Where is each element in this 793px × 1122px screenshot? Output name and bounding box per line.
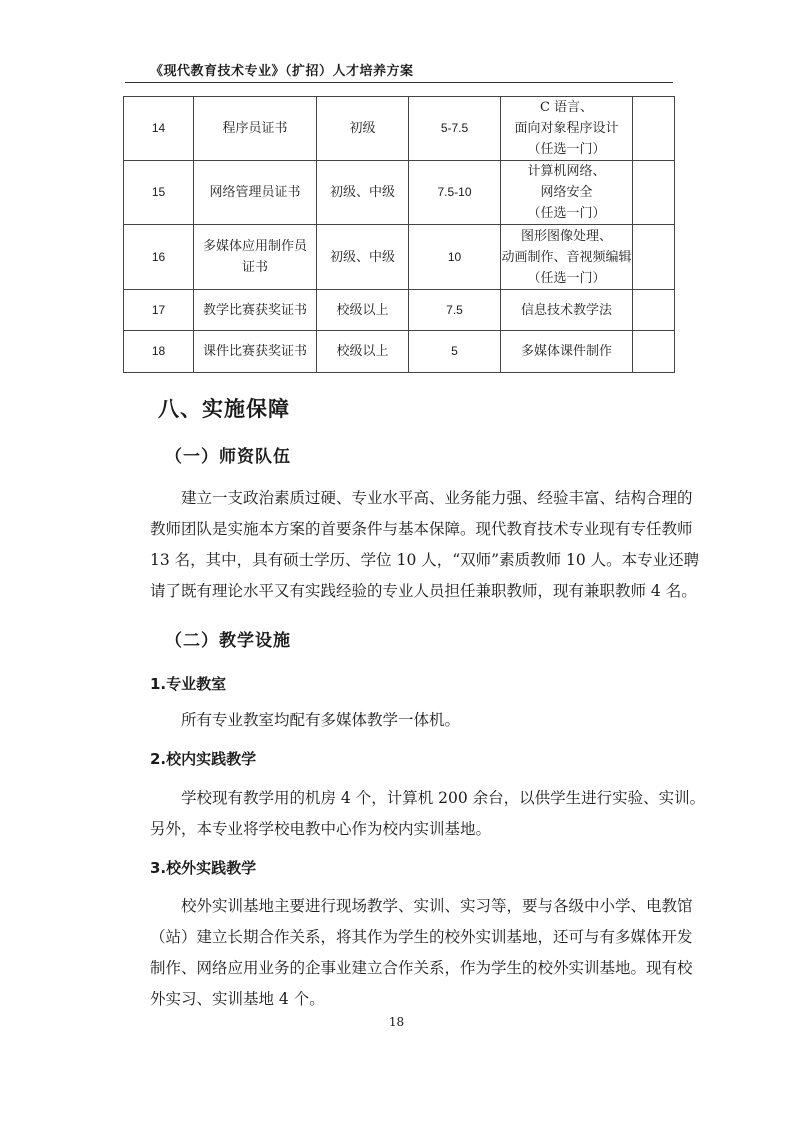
faculty-paragraph	[150, 483, 700, 607]
certificate-name-line: 教学比赛获奖证书	[202, 302, 307, 318]
table-row	[124, 97, 675, 161]
course-line: C 语言、	[539, 100, 594, 115]
replaced-course	[501, 290, 633, 331]
paragraph-line: 学校现有教学用的机房 4 个，计算机 200 余台，以供学生进行实验、实训。	[150, 789, 706, 807]
remark-cell	[633, 225, 675, 290]
remark-cell	[633, 161, 675, 225]
course-line: （任选一门）	[527, 270, 606, 286]
table-row	[124, 161, 675, 225]
row-number: 15	[124, 161, 194, 225]
paragraph-line: 制作、网络应用业务的企事业建立合作关系，作为学生的校外实训基地。现有校	[150, 959, 693, 977]
certificate-level: 初级、中级	[317, 225, 409, 290]
certificate-level: 初级	[317, 97, 409, 161]
certificate-name-line: 多媒体应用制作员	[202, 239, 307, 254]
table-row	[124, 290, 675, 331]
credit-value: 7.5-10	[409, 161, 501, 225]
page-number: 18	[388, 1015, 405, 1029]
remark-cell	[633, 97, 675, 161]
certificate-name	[194, 290, 317, 331]
certificate-name	[194, 97, 317, 161]
table-row	[124, 331, 675, 373]
course-line: 面向对象程序设计	[514, 121, 619, 136]
section-heading: 八、实施保障	[158, 397, 290, 421]
course-line: 信息技术教学法	[520, 302, 612, 318]
item-heading: 2.校内实践教学	[150, 750, 257, 768]
certificate-table-body	[124, 97, 675, 373]
paragraph-line: 13 名，其中，具有硕士学历、学位 10 人，“双师”素质教师 10 人。本专业还聘	[150, 551, 700, 569]
certificate-name-line: 证书	[241, 260, 268, 275]
row-number: 17	[124, 290, 194, 331]
course-line: 多媒体课件制作	[520, 344, 612, 359]
replaced-course	[501, 331, 633, 373]
paragraph-line: 所有专业教室均配有多媒体教学一体机。	[150, 711, 461, 729]
paragraph-line: 请了既有理论水平又有实践经验的专业人员担任兼职教师，现有兼职教师 4 名。	[150, 582, 697, 600]
replaced-course	[501, 161, 633, 225]
subsection-heading: （二）教学设施	[165, 631, 291, 651]
credit-value: 5-7.5	[409, 97, 501, 161]
certificate-table	[123, 96, 675, 373]
certificate-name	[194, 161, 317, 225]
replaced-course	[501, 225, 633, 290]
subsection-heading: （一）师资队伍	[165, 447, 291, 467]
on-campus-paragraph	[150, 783, 706, 845]
course-line: （任选一门）	[527, 206, 606, 221]
paragraph-line: 建立一支政治素质过硬、专业水平高、业务能力强、经验丰富、结构合理的	[150, 489, 693, 507]
table-row	[124, 225, 675, 290]
remark-cell	[633, 331, 675, 373]
course-line: 网络安全	[540, 185, 593, 200]
course-line: （任选一门）	[527, 142, 606, 157]
certificate-name	[194, 225, 317, 290]
paragraph-line: 校外实训基地主要进行现场教学、实训、实习等，要与各级中小学、电教馆	[150, 897, 693, 915]
off-campus-paragraph	[150, 891, 693, 1015]
course-line: 计算机网络、	[527, 164, 606, 179]
certificate-level: 校级以上	[317, 290, 409, 331]
credit-value: 10	[409, 225, 501, 290]
course-line: 图形图像处理、	[520, 228, 612, 244]
paragraph-line: 教师团队是实施本方案的首要条件与基本保障。现代教育技术专业现有专任教师	[150, 520, 693, 538]
item-heading: 3.校外实践教学	[150, 859, 257, 877]
certificate-name-line: 程序员证书	[222, 121, 288, 136]
remark-cell	[633, 290, 675, 331]
row-number: 16	[124, 225, 194, 290]
certificate-name	[194, 331, 317, 373]
certificate-level: 初级、中级	[317, 161, 409, 225]
paragraph-line: 另外，本专业将学校电教中心作为校内实训基地。	[150, 820, 492, 838]
credit-value: 5	[409, 331, 501, 373]
row-number: 18	[124, 331, 194, 373]
certificate-name-line: 课件比赛获奖证书	[202, 344, 307, 359]
paragraph-line: 外实习、实训基地 4 个。	[150, 990, 325, 1008]
row-number: 14	[124, 97, 194, 161]
header-rule	[125, 82, 673, 83]
item-heading: 1.专业教室	[150, 675, 227, 693]
certificate-level: 校级以上	[317, 331, 409, 373]
replaced-course	[501, 97, 633, 161]
course-line: 动画制作、音视频编辑	[501, 249, 632, 265]
credit-value: 7.5	[409, 290, 501, 331]
running-header: 《现代教育技术专业》（扩招）人才培养方案	[150, 64, 414, 79]
certificate-name-line: 网络管理员证书	[209, 185, 301, 200]
paragraph-line: （站）建立长期合作关系，将其作为学生的校外实训基地，还可与有多媒体开发	[150, 928, 693, 946]
classroom-paragraph	[150, 705, 675, 736]
